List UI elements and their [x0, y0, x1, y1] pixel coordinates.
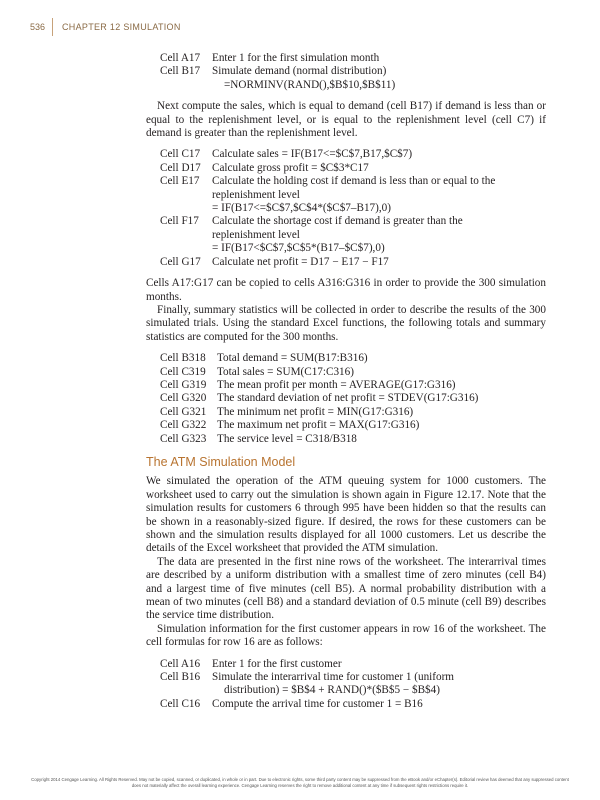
cell-formula: = IF(B17<$C$7,$C$5*(B17–$C$7),0) — [212, 242, 385, 255]
cell-label: Cell G322 — [160, 419, 207, 432]
cell-label: Cell E17 — [160, 175, 200, 188]
cell-entry — [146, 698, 546, 711]
cell-entry — [146, 256, 546, 269]
cell-description: Total sales = SUM(C17:C316) — [217, 365, 354, 378]
paragraph: Cells A17:G17 can be copied to cells A316:G316 in order to provide the 300 simulation months. — [146, 277, 546, 303]
page-body — [146, 52, 546, 711]
cell-line: Enter 1 for the first simulation month — [212, 52, 380, 64]
cell-line: Calculate sales = IF(B17<=$C$7,B17,$C$7) — [212, 148, 413, 161]
page-number: 536 — [30, 22, 46, 32]
cell-entry — [146, 392, 546, 405]
cell-label: Cell C319 — [160, 365, 206, 378]
cell-line: Compute the arrival time for customer 1 = B16 — [212, 697, 423, 710]
cell-label: Cell C16 — [160, 697, 201, 710]
cell-formula: distribution) = $B$4 + RAND()*($B$5 − $B$4) — [224, 684, 440, 697]
cell-entry — [146, 215, 546, 255]
cell-description — [212, 175, 546, 215]
cell-description: The standard deviation of net profit = STDEV(G17:G316) — [217, 392, 479, 405]
cell-label: Cell G320 — [160, 392, 207, 405]
chapter-title: CHAPTER 12 SIMULATION — [62, 22, 181, 32]
cell-description — [212, 52, 546, 65]
cell-description: The mean profit per month = AVERAGE(G17:G316) — [217, 378, 456, 391]
cell-entry — [146, 379, 546, 392]
copyright-footer: Copyright 2014 Cengage Learning. All Rights Reserved. May not be copied, scanned, or duplicated, in whole or in part. Due to electronic rights, some third party content may be suppressed from the eBook and/or eChapter(s). Editorial review has deemed that any suppressed content does not materially affect the overall learning experience. Cengage Learning reserves the right to remove additional content at any time if subsequent rights restrictions require it. — [31, 777, 569, 788]
cell-entry — [146, 406, 546, 419]
cell-line: Calculate net profit = D17 − E17 − F17 — [212, 255, 389, 268]
cell-entry — [146, 658, 546, 671]
cell-label: Cell G321 — [160, 405, 207, 418]
cell-label: Cell A16 — [160, 657, 201, 670]
paragraph: Finally, summary statistics will be collected in order to describe the results of the 300 simulated trials. Using the standard Excel functions, the following totals and summary statistics are computed for the 300 months. — [146, 303, 546, 343]
header-divider — [52, 18, 53, 36]
cell-entry — [146, 65, 546, 92]
cell-description — [212, 162, 546, 175]
cell-label: Cell B16 — [160, 671, 201, 684]
cell-description: Total demand = SUM(B17:B316) — [217, 352, 368, 365]
cell-description — [212, 658, 546, 671]
cell-formula: =NORMINV(RAND(),$B$10,$B$11) — [224, 78, 396, 91]
cell-entry — [146, 148, 546, 161]
section-heading: The ATM Simulation Model — [146, 454, 296, 469]
page-header — [0, 0, 600, 40]
cell-entry — [146, 175, 546, 215]
paragraph: The data are presented in the first nine rows of the worksheet. The interarrival times are described by a uniform distribution with a smallest time of zero minutes (cell B4) and a largest time of five minutes (cell B5). A normal probability distribution with a mean of two minutes (cell B8) and a standard deviation of 0.5 minute (cell B9) describes the service time distribution. — [146, 555, 546, 622]
cell-label: Cell G17 — [160, 255, 201, 268]
cell-line: Calculate the shortage cost if demand is greater than the — [212, 215, 463, 228]
cell-entry — [146, 671, 546, 698]
cell-description — [212, 671, 546, 698]
paragraph: We simulated the operation of the ATM queuing system for 1000 customers. The worksheet used to carry out the simulation is shown again in Figure 12.17. Note that the simulation results for customers 6 through 995 have been hidden so that the results can be shown in a reasonably-sized figure. If desired, the rows for these customers can be shown and the simulation results displayed for all 1000 customers. Let us describe the details of the Excel worksheet that provided the ATM simulation. — [146, 475, 546, 555]
cell-entry — [146, 433, 546, 446]
cell-description: The minimum net profit = MIN(G17:G316) — [217, 405, 414, 418]
paragraph: Next compute the sales, which is equal to demand (cell B17) if demand is less than or equal to the replenishment level, or is equal to the replenishment level (cell C7) if demand is greater than the replenishment level. — [146, 100, 546, 140]
cell-formula: = IF(B17<=$C$7,$C$4*($C$7–B17),0) — [212, 202, 391, 215]
cell-label: Cell F17 — [160, 215, 199, 228]
cell-entry — [146, 162, 546, 175]
cell-line: Simulate demand (normal distribution) — [212, 65, 387, 78]
cell-entry — [146, 352, 546, 365]
cell-label: Cell B318 — [160, 352, 206, 365]
cell-line: Calculate the holding cost if demand is less than or equal to the — [212, 175, 496, 188]
cell-label: Cell D17 — [160, 161, 201, 174]
paragraph: Simulation information for the first customer appears in row 16 of the worksheet. The cell formulas for row 16 are as follows: — [146, 622, 546, 649]
cell-label: Cell G323 — [160, 432, 207, 445]
cell-description: The service level = C318/B318 — [217, 432, 357, 445]
cell-entry — [146, 366, 546, 379]
cell-description — [212, 65, 546, 92]
cell-description — [212, 215, 546, 255]
cell-description — [212, 256, 546, 269]
cell-line: Simulate the interarrival time for customer 1 (uniform — [212, 671, 455, 684]
cell-line: Calculate gross profit = $C$3*C17 — [212, 161, 369, 174]
cell-entry — [146, 419, 546, 432]
cell-label: Cell G319 — [160, 378, 207, 391]
cell-description — [212, 698, 546, 711]
cell-label: Cell B17 — [160, 65, 201, 78]
cell-label: Cell C17 — [160, 148, 201, 161]
cell-label: Cell A17 — [160, 52, 201, 64]
cell-line: replenishment level — [212, 188, 300, 201]
cell-description — [212, 148, 546, 161]
cell-line: replenishment level — [212, 228, 300, 241]
cell-description: The maximum net profit = MAX(G17:G316) — [217, 419, 420, 432]
cell-entry — [146, 52, 546, 65]
cell-line: Enter 1 for the first customer — [212, 657, 342, 670]
